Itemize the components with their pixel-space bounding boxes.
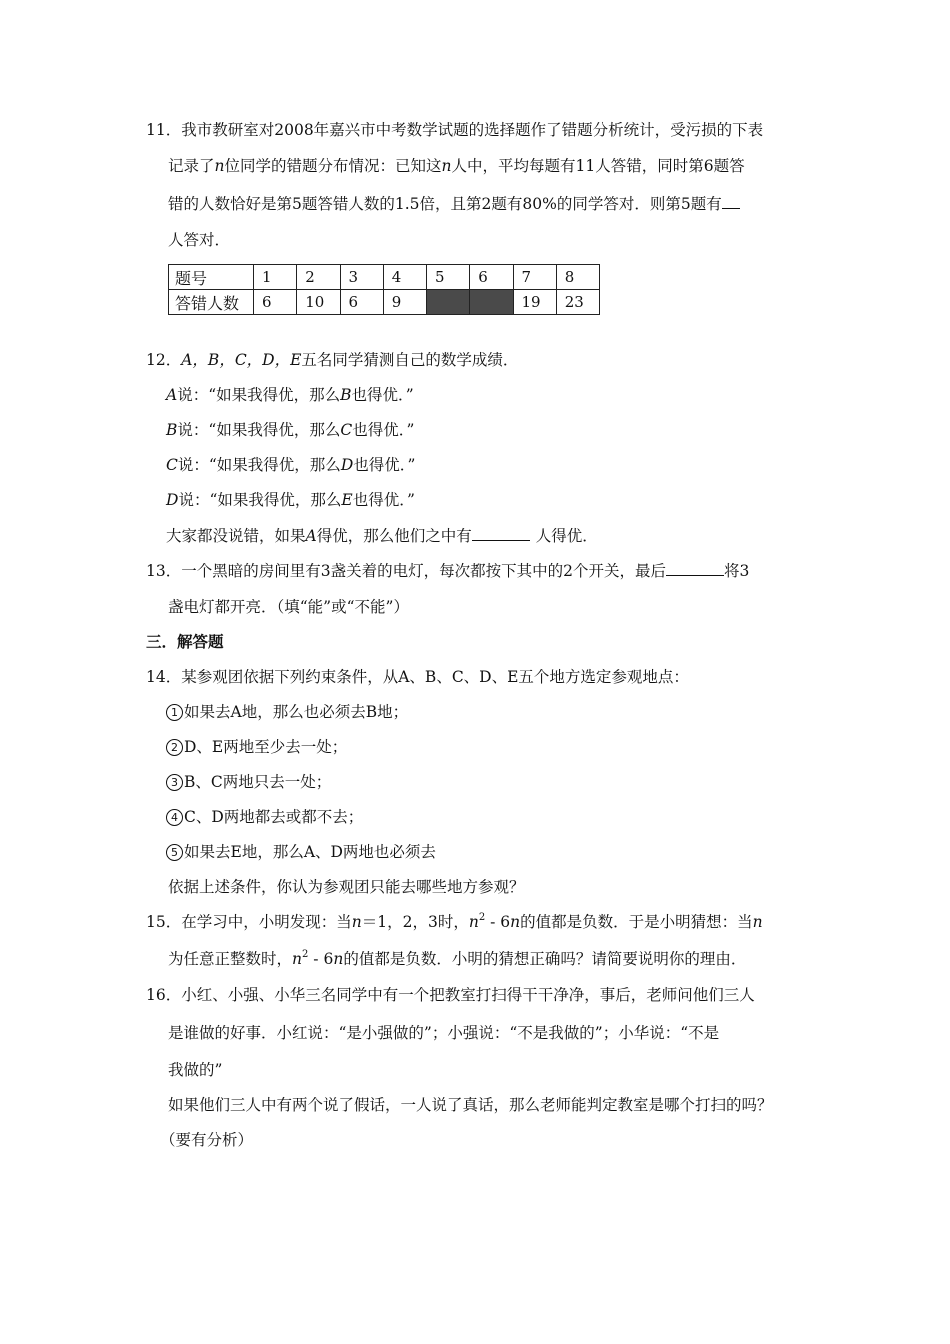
statement-text: 也得优．”: [352, 491, 415, 509]
table-cell: 6: [254, 290, 297, 315]
speaker: C: [166, 456, 178, 474]
table-cell: 10: [297, 290, 340, 315]
q15-line2: [168, 949, 746, 969]
q14-question: [168, 877, 525, 897]
statement-text: 说：“如果我得优，那么: [178, 491, 342, 509]
q12-statement-c: [166, 455, 415, 475]
statement-text: 也得优．”: [352, 421, 415, 439]
condition-text: 如果去E地，那么A、D两地也必须去: [184, 843, 436, 861]
table-cell: 23: [556, 290, 599, 315]
q12-statement-a: [166, 385, 414, 405]
q16-text: 如果他们三人中有两个说了假话，一人说了真话，那么老师能判定教室是哪个打扫的吗？: [168, 1096, 773, 1114]
q16-text: （要有分析）: [160, 1131, 254, 1149]
q15-var-n: n: [752, 913, 763, 931]
q16-line4: [168, 1095, 773, 1115]
table-header-wrong-count: 答错人数: [169, 290, 254, 315]
q16-line2: [168, 1023, 719, 1043]
q15-var-n: n: [351, 913, 362, 931]
table-header-question: 题号: [169, 265, 254, 290]
table-cell-smudged: [427, 290, 470, 315]
q15-exponent: 2: [478, 912, 486, 923]
q15-var-n: n: [292, 950, 302, 968]
q16-text: 小红、小强、小华三名同学中有一个把教室打扫得干干净净，事后，老师问他们三人: [181, 986, 755, 1004]
q12-intro-text: 五名同学猜测自己的数学成绩．: [301, 351, 519, 369]
error-distribution-table: [168, 264, 600, 315]
speaker: A: [166, 386, 178, 404]
table-cell: 4: [383, 265, 426, 290]
conclusion-text: 大家都没说错，如果: [166, 527, 306, 545]
q15-text: ＝1，2，3时，: [361, 913, 469, 931]
q14-condition-4: [166, 807, 363, 827]
q15-var-n: n: [468, 913, 479, 931]
circled-number: 2: [166, 739, 183, 756]
q11-text-line3: 错的人数恰好是第5题答错人数的1.5倍，且第2题有80%的同学答对．则第5题有: [168, 195, 722, 213]
speaker: B: [166, 421, 178, 439]
q11-number: 11．: [146, 121, 182, 139]
conclusion-text: 得优，那么他们之中有: [316, 527, 472, 545]
table-row-question-numbers: [169, 265, 600, 290]
q11-text-line2b: 位同学的错题分布情况：已知这: [224, 157, 442, 175]
circled-number: 5: [166, 844, 183, 861]
q12-statement-b: [166, 420, 414, 440]
table-cell: 3: [340, 265, 383, 290]
q12-vars: A，B，C，D，E: [181, 351, 302, 369]
q13-answer-blank[interactable]: [666, 560, 724, 576]
q16-text: 我做的”: [168, 1061, 223, 1079]
statement-text: 说：“如果我得优，那么: [177, 456, 341, 474]
condition-text: D、E两地至少去一处；: [184, 738, 348, 756]
q16-line3: [168, 1060, 222, 1080]
table-cell: 5: [427, 265, 470, 290]
q15-exponent: 2: [302, 949, 309, 960]
q11-line2: [168, 156, 745, 176]
q14-intro: [146, 667, 689, 687]
table-cell-smudged: [470, 290, 513, 315]
q12-conclusion: [166, 525, 598, 546]
q11-line3: [168, 193, 740, 214]
q15-text: 为任意正整数时，: [168, 950, 293, 968]
conclusion-var: A: [305, 527, 317, 545]
condition-text: 如果去A地，那么也必须去B地；: [184, 703, 409, 721]
q15-var-n: n: [333, 950, 344, 968]
q13-number: 13．: [146, 562, 182, 580]
table-cell: 6: [340, 290, 383, 315]
q11-text-line1: 我市教研室对2008年嘉兴市中考数学试题的选择题作了错题分析统计，受污损的下表: [181, 121, 764, 139]
q13-text: 一个黑暗的房间里有3盏关着的电灯，每次都按下其中的2个开关，最后: [181, 562, 666, 580]
q13-text: 将3: [723, 562, 750, 580]
q11-line1: [146, 120, 763, 140]
q12-intro: [146, 350, 518, 370]
table-cell: 1: [254, 265, 297, 290]
q15-number: 15．: [146, 913, 182, 931]
target: C: [340, 421, 353, 439]
q11-line4: [168, 230, 230, 250]
table-row-wrong-counts: [169, 290, 600, 315]
q14-question-text: 依据上述条件，你认为参观团只能去哪些地方参观？: [168, 878, 525, 896]
table-cell: 19: [513, 290, 556, 315]
condition-text: C、D两地都去或都不去；: [184, 808, 364, 826]
q12-answer-blank[interactable]: [472, 525, 530, 541]
circled-number: 3: [166, 774, 183, 791]
q14-number: 14．: [146, 668, 182, 686]
circled-number: 4: [166, 809, 183, 826]
q12-number: 12．: [146, 351, 182, 369]
q13-line2: [168, 597, 409, 617]
q13-text-line2: 盏电灯都开亮．（填“能”或“不能”）: [168, 598, 409, 616]
statement-text: 也得优．”: [353, 456, 416, 474]
speaker: D: [166, 491, 179, 509]
q16-line5: [160, 1130, 253, 1150]
table-cell: 2: [297, 265, 340, 290]
q15-text: 的值都是负数．于是小明猜想：当: [520, 913, 753, 931]
q16-number: 16．: [146, 986, 182, 1004]
table-cell: 7: [513, 265, 556, 290]
q11-text-line4: 人答对．: [168, 231, 231, 249]
q15-text: 在学习中，小明发现：当: [181, 913, 352, 931]
q11-answer-blank[interactable]: [722, 193, 740, 209]
q14-condition-3: [166, 772, 331, 792]
target: B: [340, 386, 352, 404]
q16-line1: [146, 985, 755, 1005]
target: D: [340, 456, 354, 474]
q14-condition-5: [166, 842, 436, 862]
table-cell: 8: [556, 265, 599, 290]
q14-intro-text: 某参观团依据下列约束条件，从A、B、C、D、E五个地方选定参观地点：: [181, 668, 689, 686]
circled-number: 1: [166, 704, 183, 721]
statement-text: 也得优．”: [351, 386, 414, 404]
q15-text: 的值都是负数．小明的猜想正确吗？请简要说明你的理由．: [343, 950, 747, 968]
statement-text: 说：“如果我得优，那么: [177, 386, 341, 404]
q11-text-line2a: 记录了: [168, 157, 215, 175]
q15-expr: - 6: [308, 950, 334, 968]
q12-statement-d: [166, 490, 415, 510]
table-cell: 9: [383, 290, 426, 315]
condition-text: B、C两地只去一处；: [184, 773, 332, 791]
table-cell: 6: [470, 265, 513, 290]
q15-expr: - 6: [485, 913, 511, 931]
conclusion-text: 人得优．: [535, 527, 598, 545]
q15-var-n: n: [510, 913, 521, 931]
q15-line1: [146, 912, 763, 932]
q16-text: 是谁做的好事．小红说：“是小强做的”；小强说：“不是我做的”；小华说：“不是: [168, 1024, 720, 1042]
q11-var-n: n: [214, 157, 225, 175]
q13-line1: [146, 560, 749, 581]
q11-var-n-2: n: [441, 157, 452, 175]
statement-text: 说：“如果我得优，那么: [177, 421, 341, 439]
q14-condition-1: [166, 702, 408, 722]
q14-condition-2: [166, 737, 347, 757]
target: E: [341, 491, 353, 509]
q11-text-line2c: 人中，平均每题有11人答错，同时第6题答: [451, 157, 745, 175]
section-title: 三．解答题: [146, 633, 224, 651]
